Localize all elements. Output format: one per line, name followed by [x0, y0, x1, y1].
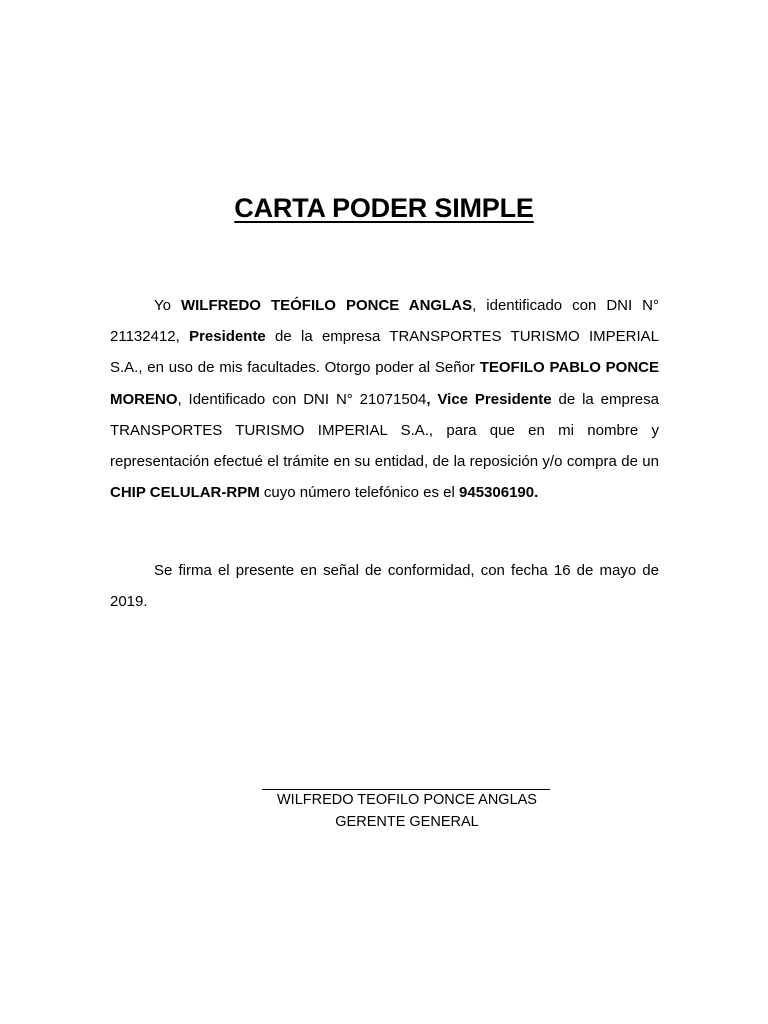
grantor-position: Presidente — [189, 328, 266, 346]
p1-text-1: Yo — [154, 297, 181, 314]
phone-number: 945306190. — [459, 484, 539, 502]
p1-text-2: , identificado con DNI N° 21132412, — [110, 297, 660, 346]
body-paragraph-2: Se firma el presente en señal de conformidad, con fecha 16 de mayo de 2019. — [110, 562, 659, 611]
body-paragraph-1 — [110, 290, 659, 508]
p1-text-4: , Identificado con DNI N° 21071504 — [177, 390, 427, 408]
signatory-role: GERENTE GENERAL — [335, 814, 479, 830]
attorney-name: TEOFILO PABLO PONCE MORENO — [110, 359, 659, 408]
p1-text-5: de la empresa TRANSPORTES TURISMO IMPERIAL S.A., para que en mi nombre y representación efectué el trámite en su entidad, de la reposición y/o compra de un — [110, 390, 659, 471]
grantor-name: WILFREDO TEÓFILO PONCE ANGLAS — [180, 297, 473, 314]
document-title: CARTA PODER SIMPLE — [234, 193, 534, 223]
signatory-name: WILFREDO TEOFILO PONCE ANGLAS — [277, 792, 537, 808]
chip-description: CHIP CELULAR-RPM — [110, 484, 260, 502]
p1-text-6: cuyo número telefónico es el — [259, 484, 460, 502]
p1-text-3: de la empresa TRANSPORTES TURISMO IMPERIAL S.A., en uso de mis facultades. Otorgo poder al Señor — [110, 328, 660, 377]
attorney-position: , Vice Presidente — [426, 390, 552, 408]
signature-line — [262, 789, 550, 790]
